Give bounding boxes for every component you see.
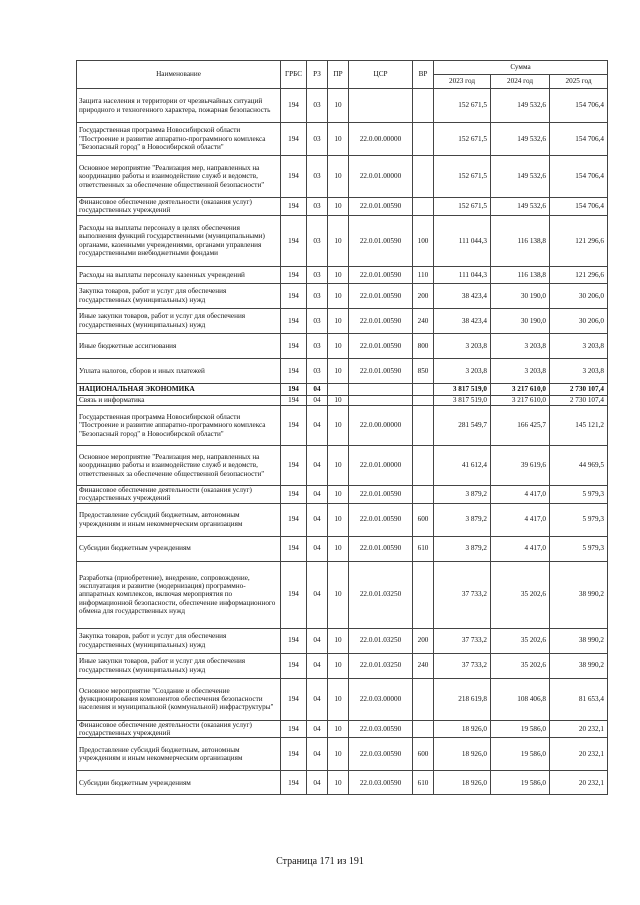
cell-vr: 110	[413, 266, 434, 283]
cell-csr: 22.0.01.00590	[349, 333, 413, 358]
cell-csr: 22.0.01.00590	[349, 283, 413, 308]
cell-pr: 10	[328, 283, 349, 308]
cell-vr: 200	[413, 283, 434, 308]
cell-pr: 10	[328, 215, 349, 266]
cell-vr	[413, 405, 434, 445]
header-year-2023: 2023 год	[434, 75, 491, 89]
cell-csr	[349, 89, 413, 123]
cell-name: Расходы на выплаты персоналу казенных учреждений	[77, 266, 281, 283]
cell-sum-2025: 121 296,6	[550, 215, 608, 266]
cell-name: Финансовое обеспечение деятельности (оказания услуг) государственных учреждений	[77, 720, 281, 738]
cell-vr: 600	[413, 738, 434, 771]
cell-sum-2023: 111 044,3	[434, 215, 491, 266]
cell-sum-2024: 19 586,0	[491, 771, 550, 795]
cell-vr: 800	[413, 333, 434, 358]
cell-vr	[413, 720, 434, 738]
cell-vr	[413, 383, 434, 395]
cell-grbs: 194	[281, 653, 307, 678]
table-row	[77, 308, 608, 333]
cell-name: Иные закупки товаров, работ и услуг для обеспечения государственных (муниципальных) нужд	[77, 653, 281, 678]
cell-sum-2025: 145 121,2	[550, 405, 608, 445]
cell-sum-2024: 166 425,7	[491, 405, 550, 445]
cell-name: Государственная программа Новосибирской области "Построение и развитие аппаратно-программного комплекса "Безопасный город" в Новосибирской области"	[77, 405, 281, 445]
table-row	[77, 198, 608, 216]
cell-name: Разработка (приобретение), внедрение, сопровождение, эксплуатация и развитие (модернизация) программно-аппаратных комплексов, включая мероприятия по информационной безопасности, обеспечение информационного обмена для государственных нужд	[77, 561, 281, 628]
cell-vr	[413, 395, 434, 405]
cell-sum-2023: 218 619,8	[434, 678, 491, 720]
cell-sum-2024: 149 532,6	[491, 198, 550, 216]
cell-grbs: 194	[281, 308, 307, 333]
cell-pr: 10	[328, 405, 349, 445]
cell-grbs: 194	[281, 720, 307, 738]
cell-vr	[413, 445, 434, 485]
cell-sum-2024: 19 586,0	[491, 720, 550, 738]
cell-sum-2025: 154 706,4	[550, 156, 608, 198]
cell-csr: 22.0.00.00000	[349, 123, 413, 156]
cell-rz: 03	[307, 89, 328, 123]
cell-pr: 10	[328, 333, 349, 358]
table-row	[77, 358, 608, 383]
cell-csr: 22.0.01.00000	[349, 445, 413, 485]
cell-csr: 22.0.03.00590	[349, 720, 413, 738]
cell-sum-2023: 152 671,5	[434, 123, 491, 156]
cell-name: Основное мероприятие "Реализация мер, направленных на координацию работы и взаимодействие служб и ведомств, ответственных за обеспечение общественной безопасности"	[77, 156, 281, 198]
cell-sum-2024: 3 217 610,0	[491, 383, 550, 395]
cell-sum-2025: 5 979,3	[550, 503, 608, 536]
cell-name: НАЦИОНАЛЬНАЯ ЭКОНОМИКА	[77, 383, 281, 395]
header-year-2025: 2025 год	[550, 75, 608, 89]
cell-pr: 10	[328, 358, 349, 383]
cell-csr: 22.0.00.00000	[349, 405, 413, 445]
cell-name: Финансовое обеспечение деятельности (оказания услуг) государственных учреждений	[77, 485, 281, 503]
table-row	[77, 503, 608, 536]
cell-rz: 03	[307, 283, 328, 308]
cell-name: Основное мероприятие "Создание и обеспечение функционирования компонентов обеспечения безопасности населения и муниципальной (коммунальной) инфраструктуры"	[77, 678, 281, 720]
cell-sum-2024: 149 532,6	[491, 89, 550, 123]
cell-sum-2025: 20 232,1	[550, 720, 608, 738]
table-row	[77, 383, 608, 395]
table-row	[77, 405, 608, 445]
cell-grbs: 194	[281, 156, 307, 198]
cell-grbs: 194	[281, 123, 307, 156]
cell-sum-2024: 30 190,0	[491, 308, 550, 333]
cell-csr: 22.0.03.00590	[349, 738, 413, 771]
cell-pr: 10	[328, 445, 349, 485]
cell-sum-2025: 44 969,5	[550, 445, 608, 485]
cell-pr: 10	[328, 720, 349, 738]
cell-rz: 04	[307, 653, 328, 678]
cell-sum-2025: 30 206,0	[550, 283, 608, 308]
cell-rz: 04	[307, 561, 328, 628]
cell-vr	[413, 198, 434, 216]
cell-csr: 22.0.01.00590	[349, 215, 413, 266]
cell-sum-2023: 18 926,0	[434, 720, 491, 738]
cell-rz: 04	[307, 395, 328, 405]
table-row	[77, 266, 608, 283]
cell-pr: 10	[328, 395, 349, 405]
cell-name: Предоставление субсидий бюджетным, автономным учреждениям и иным некоммерческим организациям	[77, 503, 281, 536]
cell-sum-2023: 37 733,2	[434, 561, 491, 628]
cell-name: Субсидии бюджетным учреждениям	[77, 771, 281, 795]
cell-sum-2025: 3 203,8	[550, 333, 608, 358]
cell-pr: 10	[328, 561, 349, 628]
cell-grbs: 194	[281, 485, 307, 503]
table-row	[77, 395, 608, 405]
cell-pr: 10	[328, 536, 349, 561]
cell-sum-2023: 3 879,2	[434, 536, 491, 561]
cell-csr: 22.0.01.00590	[349, 503, 413, 536]
cell-sum-2025: 154 706,4	[550, 123, 608, 156]
cell-rz: 03	[307, 333, 328, 358]
cell-grbs: 194	[281, 561, 307, 628]
cell-csr: 22.0.01.00590	[349, 536, 413, 561]
cell-name: Закупка товаров, работ и услуг для обеспечения государственных (муниципальных) нужд	[77, 628, 281, 653]
cell-sum-2025: 38 990,2	[550, 561, 608, 628]
cell-sum-2024: 30 190,0	[491, 283, 550, 308]
cell-sum-2023: 37 733,2	[434, 653, 491, 678]
cell-sum-2024: 149 532,6	[491, 123, 550, 156]
table-row	[77, 738, 608, 771]
cell-rz: 04	[307, 405, 328, 445]
cell-grbs: 194	[281, 358, 307, 383]
cell-rz: 04	[307, 383, 328, 395]
cell-vr: 200	[413, 628, 434, 653]
cell-pr: 10	[328, 628, 349, 653]
cell-sum-2023: 152 671,5	[434, 198, 491, 216]
cell-pr: 10	[328, 653, 349, 678]
cell-sum-2025: 30 206,0	[550, 308, 608, 333]
cell-sum-2025: 154 706,4	[550, 89, 608, 123]
cell-pr: 10	[328, 485, 349, 503]
cell-vr: 100	[413, 215, 434, 266]
cell-rz: 04	[307, 503, 328, 536]
cell-grbs: 194	[281, 405, 307, 445]
cell-sum-2024: 116 138,8	[491, 215, 550, 266]
table-row	[77, 445, 608, 485]
cell-pr: 10	[328, 503, 349, 536]
cell-sum-2025: 38 990,2	[550, 628, 608, 653]
cell-grbs: 194	[281, 678, 307, 720]
cell-grbs: 194	[281, 89, 307, 123]
cell-sum-2024: 35 202,6	[491, 561, 550, 628]
cell-pr: 10	[328, 771, 349, 795]
cell-sum-2025: 121 296,6	[550, 266, 608, 283]
cell-grbs: 194	[281, 628, 307, 653]
cell-pr: 10	[328, 156, 349, 198]
header-vr: ВР	[413, 61, 434, 89]
cell-csr: 22.0.01.03250	[349, 561, 413, 628]
cell-csr	[349, 383, 413, 395]
cell-pr: 10	[328, 89, 349, 123]
cell-rz: 04	[307, 678, 328, 720]
header-year-2024: 2024 год	[491, 75, 550, 89]
header-sum: Сумма	[434, 61, 608, 75]
cell-sum-2024: 3 203,8	[491, 358, 550, 383]
cell-sum-2023: 41 612,4	[434, 445, 491, 485]
cell-name: Расходы на выплаты персоналу в целях обеспечения выполнения функций государственными (муниципальными) органами, казенными учреждениями, органами управления государственными внебюджетными фондами	[77, 215, 281, 266]
table-row	[77, 333, 608, 358]
table-row	[77, 215, 608, 266]
header-grbs: ГРБС	[281, 61, 307, 89]
table-row	[77, 156, 608, 198]
cell-vr: 240	[413, 653, 434, 678]
cell-vr: 610	[413, 536, 434, 561]
cell-sum-2025: 3 203,8	[550, 358, 608, 383]
cell-rz: 04	[307, 771, 328, 795]
cell-grbs: 194	[281, 395, 307, 405]
cell-grbs: 194	[281, 283, 307, 308]
cell-csr	[349, 395, 413, 405]
cell-name: Иные закупки товаров, работ и услуг для обеспечения государственных (муниципальных) нужд	[77, 308, 281, 333]
cell-vr	[413, 123, 434, 156]
cell-sum-2024: 116 138,8	[491, 266, 550, 283]
cell-csr: 22.0.03.00590	[349, 771, 413, 795]
cell-name: Иные бюджетные ассигнования	[77, 333, 281, 358]
cell-sum-2023: 3 817 519,0	[434, 383, 491, 395]
cell-sum-2023: 18 926,0	[434, 738, 491, 771]
cell-sum-2023: 152 671,5	[434, 89, 491, 123]
cell-rz: 04	[307, 536, 328, 561]
cell-sum-2025: 20 232,1	[550, 771, 608, 795]
cell-rz: 03	[307, 198, 328, 216]
cell-name: Государственная программа Новосибирской области "Построение и развитие аппаратно-программного комплекса "Безопасный город" в Новосибирской области"	[77, 123, 281, 156]
header-csr: ЦСР	[349, 61, 413, 89]
table-row	[77, 89, 608, 123]
cell-pr: 10	[328, 738, 349, 771]
cell-sum-2024: 149 532,6	[491, 156, 550, 198]
cell-rz: 04	[307, 720, 328, 738]
cell-grbs: 194	[281, 738, 307, 771]
budget-table	[76, 60, 608, 795]
cell-rz: 04	[307, 628, 328, 653]
cell-vr	[413, 485, 434, 503]
cell-sum-2025: 81 653,4	[550, 678, 608, 720]
cell-sum-2025: 20 232,1	[550, 738, 608, 771]
cell-name: Уплата налогов, сборов и иных платежей	[77, 358, 281, 383]
cell-sum-2023: 281 549,7	[434, 405, 491, 445]
cell-csr: 22.0.01.03250	[349, 653, 413, 678]
cell-grbs: 194	[281, 771, 307, 795]
cell-grbs: 194	[281, 215, 307, 266]
cell-vr: 240	[413, 308, 434, 333]
cell-grbs: 194	[281, 333, 307, 358]
cell-grbs: 194	[281, 536, 307, 561]
table-header	[77, 61, 608, 89]
cell-name: Предоставление субсидий бюджетным, автономным учреждениям и иным некоммерческим организациям	[77, 738, 281, 771]
cell-name: Защита населения и территории от чрезвычайных ситуаций природного и техногенного характера, пожарная безопасность	[77, 89, 281, 123]
cell-sum-2023: 3 879,2	[434, 485, 491, 503]
table-row	[77, 123, 608, 156]
table-row	[77, 653, 608, 678]
table-row	[77, 485, 608, 503]
cell-csr: 22.0.01.00590	[349, 266, 413, 283]
cell-vr	[413, 678, 434, 720]
cell-pr: 10	[328, 123, 349, 156]
cell-pr	[328, 383, 349, 395]
cell-sum-2024: 35 202,6	[491, 653, 550, 678]
table-row	[77, 536, 608, 561]
cell-rz: 03	[307, 215, 328, 266]
cell-grbs: 194	[281, 383, 307, 395]
table-row	[77, 771, 608, 795]
cell-rz: 03	[307, 123, 328, 156]
cell-sum-2025: 5 979,3	[550, 536, 608, 561]
cell-grbs: 194	[281, 503, 307, 536]
cell-csr: 22.0.01.00590	[349, 308, 413, 333]
document-page	[76, 60, 607, 795]
table-body	[77, 89, 608, 795]
cell-sum-2023: 3 203,8	[434, 333, 491, 358]
cell-name: Финансовое обеспечение деятельности (оказания услуг) государственных учреждений	[77, 198, 281, 216]
cell-sum-2023: 37 733,2	[434, 628, 491, 653]
cell-rz: 04	[307, 445, 328, 485]
cell-grbs: 194	[281, 445, 307, 485]
table-row	[77, 561, 608, 628]
cell-rz: 04	[307, 738, 328, 771]
cell-rz: 03	[307, 308, 328, 333]
cell-vr	[413, 561, 434, 628]
cell-sum-2024: 4 417,0	[491, 503, 550, 536]
header-pr: ПР	[328, 61, 349, 89]
cell-pr: 10	[328, 308, 349, 333]
table-row	[77, 628, 608, 653]
cell-sum-2024: 35 202,6	[491, 628, 550, 653]
cell-rz: 04	[307, 485, 328, 503]
cell-sum-2024: 4 417,0	[491, 485, 550, 503]
cell-pr: 10	[328, 678, 349, 720]
cell-sum-2024: 3 217 610,0	[491, 395, 550, 405]
table-row	[77, 283, 608, 308]
cell-sum-2023: 38 423,4	[434, 308, 491, 333]
cell-csr: 22.0.01.00590	[349, 358, 413, 383]
cell-sum-2023: 3 817 519,0	[434, 395, 491, 405]
cell-vr: 610	[413, 771, 434, 795]
cell-rz: 03	[307, 266, 328, 283]
cell-sum-2023: 3 203,8	[434, 358, 491, 383]
header-rz: РЗ	[307, 61, 328, 89]
cell-sum-2025: 38 990,2	[550, 653, 608, 678]
cell-name: Закупка товаров, работ и услуг для обеспечения государственных (муниципальных) нужд	[77, 283, 281, 308]
cell-csr: 22.0.01.00590	[349, 485, 413, 503]
table-row	[77, 720, 608, 738]
cell-name: Субсидии бюджетным учреждениям	[77, 536, 281, 561]
cell-sum-2023: 38 423,4	[434, 283, 491, 308]
cell-sum-2025: 154 706,4	[550, 198, 608, 216]
cell-csr: 22.0.01.00000	[349, 156, 413, 198]
cell-sum-2023: 111 044,3	[434, 266, 491, 283]
page-number: Страница 171 из 191	[276, 856, 364, 867]
cell-grbs: 194	[281, 266, 307, 283]
cell-sum-2024: 3 203,8	[491, 333, 550, 358]
cell-sum-2023: 18 926,0	[434, 771, 491, 795]
cell-rz: 03	[307, 156, 328, 198]
cell-rz: 03	[307, 358, 328, 383]
cell-sum-2023: 152 671,5	[434, 156, 491, 198]
cell-name: Связь и информатика	[77, 395, 281, 405]
cell-vr: 850	[413, 358, 434, 383]
cell-csr: 22.0.01.00590	[349, 198, 413, 216]
cell-grbs: 194	[281, 198, 307, 216]
cell-sum-2025: 5 979,3	[550, 485, 608, 503]
cell-sum-2024: 108 406,8	[491, 678, 550, 720]
cell-sum-2025: 2 730 107,4	[550, 383, 608, 395]
cell-vr: 600	[413, 503, 434, 536]
cell-pr: 10	[328, 266, 349, 283]
cell-vr	[413, 89, 434, 123]
cell-name: Основное мероприятие "Реализация мер, направленных на координацию работы и взаимодействие служб и ведомств, ответственных за обеспечение общественной безопасности"	[77, 445, 281, 485]
cell-csr: 22.0.03.00000	[349, 678, 413, 720]
cell-sum-2023: 3 879,2	[434, 503, 491, 536]
cell-sum-2025: 2 730 107,4	[550, 395, 608, 405]
cell-sum-2024: 39 619,6	[491, 445, 550, 485]
header-name: Наименование	[77, 61, 281, 89]
cell-pr: 10	[328, 198, 349, 216]
cell-csr: 22.0.01.03250	[349, 628, 413, 653]
cell-sum-2024: 4 417,0	[491, 536, 550, 561]
cell-sum-2024: 19 586,0	[491, 738, 550, 771]
cell-vr	[413, 156, 434, 198]
table-row	[77, 678, 608, 720]
